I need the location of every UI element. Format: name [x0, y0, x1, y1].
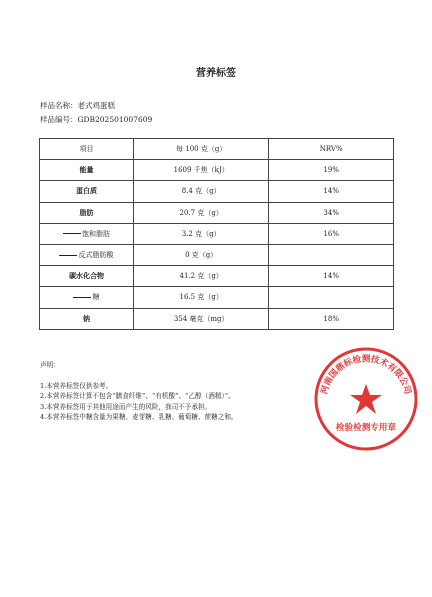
- official-seal: [311, 344, 421, 454]
- row-item-label: 钠: [82, 314, 90, 323]
- row-nrv: 19%: [269, 160, 394, 181]
- table-row: [40, 287, 394, 308]
- row-item-label: 反式脂肪酸: [78, 251, 114, 260]
- header-item: 项目: [40, 139, 134, 160]
- row-item-label: 蛋白质: [75, 187, 97, 196]
- row-amount: 41.2 克（g）: [133, 266, 268, 287]
- row-amount: 1609 千焦（kJ）: [133, 160, 268, 181]
- table-row: [40, 223, 394, 244]
- row-item-label: 能量: [79, 166, 94, 175]
- row-item-label: 碳水化合物: [68, 272, 104, 281]
- row-amount: 16.5 克（g）: [133, 287, 268, 308]
- row-item-name: [40, 244, 134, 265]
- declaration-item: 2.本营养标签计算不包含“膳食纤维”、“有机酸”、“乙醇（酒精）”。: [40, 392, 235, 400]
- page-title: 营养标签: [196, 68, 236, 79]
- row-nrv: [269, 244, 394, 265]
- sample-name-value: 老式鸡蛋糕: [77, 101, 115, 110]
- table-row: [40, 160, 394, 181]
- row-item-label: 饱和脂肪: [81, 229, 110, 238]
- row-nrv: 14%: [269, 181, 394, 202]
- table-row: [40, 266, 394, 287]
- header-nrv: NRV%: [269, 139, 394, 160]
- row-item-name: [40, 202, 134, 223]
- row-item-name: [40, 308, 134, 329]
- row-amount: 354 毫克（mg）: [133, 308, 268, 329]
- sample-name-label: 样品名称：: [40, 101, 78, 110]
- star-icon: [350, 384, 382, 414]
- indent-dash: [73, 297, 91, 298]
- sample-name-line: [40, 100, 115, 111]
- row-item-name: [40, 181, 134, 202]
- sample-id-line: [40, 114, 152, 125]
- table-row: [40, 181, 394, 202]
- declaration-heading: 声明：: [40, 361, 60, 369]
- row-amount: 3.2 克（g）: [133, 223, 268, 244]
- sample-id-value: GDB202501007609: [77, 115, 153, 124]
- row-amount: 0 克（g）: [133, 244, 268, 265]
- seal-center-text: 检验检测专用章: [335, 423, 397, 433]
- row-item-name: [40, 223, 134, 244]
- table-row: [40, 244, 394, 265]
- row-nrv: 16%: [269, 223, 394, 244]
- header-per-100g: 每 100 克（g）: [133, 139, 268, 160]
- indent-dash: [59, 255, 77, 256]
- sample-id-label: 样品编号：: [40, 115, 78, 124]
- table-header-row: [40, 139, 394, 160]
- row-nrv: 14%: [269, 266, 394, 287]
- row-nrv: 34%: [269, 202, 394, 223]
- row-item-label: 脂肪: [79, 208, 94, 217]
- row-amount: 20.7 克（g）: [133, 202, 268, 223]
- table-row: [40, 308, 394, 329]
- row-nrv: [269, 287, 394, 308]
- row-amount: 8.4 克（g）: [133, 181, 268, 202]
- row-item-name: [40, 160, 134, 181]
- seal-ring-text: 河南国鼎标检测技术有限公司: [319, 354, 413, 396]
- row-item-name: [40, 266, 134, 287]
- declaration-item: 1.本营养标签仅供参考。: [40, 381, 113, 390]
- row-item-name: [40, 287, 134, 308]
- declaration-item: 3.本营养标签用于其他用途而产生的风险，我司不予承担。: [40, 402, 212, 411]
- nutrition-table-body: [40, 160, 394, 330]
- row-nrv: 18%: [269, 308, 394, 329]
- declaration-item: 4.本营养标签中糖含量为果糖、麦芽糖、乳糖、葡萄糖、蔗糖之和。: [40, 413, 238, 421]
- row-item-label: 糖: [92, 293, 100, 302]
- indent-dash: [63, 233, 81, 234]
- nutrition-table: [39, 138, 394, 330]
- table-row: [40, 202, 394, 223]
- declaration: [40, 360, 238, 423]
